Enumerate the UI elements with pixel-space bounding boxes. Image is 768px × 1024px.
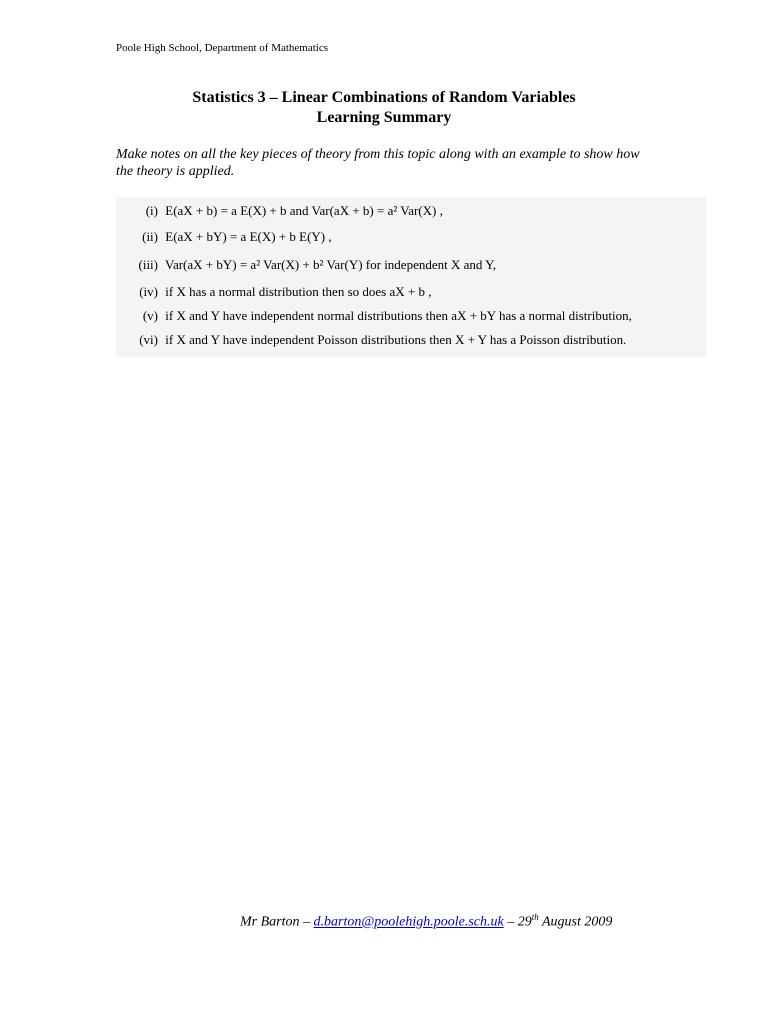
theory-item-text: Var(aX + bY) = a² Var(X) + b² Var(Y) for independent X and Y,	[165, 257, 497, 272]
footer-date: August 2009	[538, 914, 613, 930]
footer-date-suffix: th	[531, 912, 539, 922]
theory-item-text: if X and Y have independent normal distributions then aX + bY has a normal distribution,	[165, 308, 632, 323]
email-link[interactable]: d.barton@poolehigh.poole.sch.uk	[313, 914, 504, 930]
instructions-text: Make notes on all the key pieces of theory from this topic along with an example to show how the theory is applied.	[116, 147, 640, 179]
footer-date-prefix: – 29	[503, 914, 532, 930]
page-title	[0, 88, 768, 128]
theory-item	[116, 284, 706, 300]
theory-item-number: (iii)	[138, 257, 158, 272]
footer-author: Mr Barton –	[240, 914, 314, 930]
theory-item-number: (iv)	[139, 284, 158, 299]
theory-item-number: (i)	[145, 203, 158, 218]
theory-item	[116, 203, 706, 219]
theory-item-text: E(aX + b) = a E(X) + b and Var(aX + b) = a² Var(X) ,	[165, 203, 443, 218]
theory-item-number: (v)	[142, 308, 158, 323]
theory-item	[116, 332, 706, 348]
theory-item-text: if X has a normal distribution then so does aX + b ,	[165, 284, 432, 299]
theory-item-text: E(aX + bY) = a E(X) + b E(Y) ,	[165, 229, 332, 244]
title-line-1: Statistics 3 – Linear Combinations of Random Variables	[192, 89, 576, 106]
page-header: Poole High School, Department of Mathematics	[116, 42, 329, 54]
theory-item-text: if X and Y have independent Poisson distributions then X + Y has a Poisson distribution.	[165, 332, 627, 347]
theory-item	[116, 308, 706, 324]
theory-item	[116, 229, 706, 245]
theory-item	[116, 257, 706, 273]
theory-item-number: (ii)	[142, 229, 158, 244]
theory-item-number: (vi)	[139, 332, 158, 347]
theory-list	[116, 197, 706, 357]
title-line-2: Learning Summary	[316, 109, 452, 126]
